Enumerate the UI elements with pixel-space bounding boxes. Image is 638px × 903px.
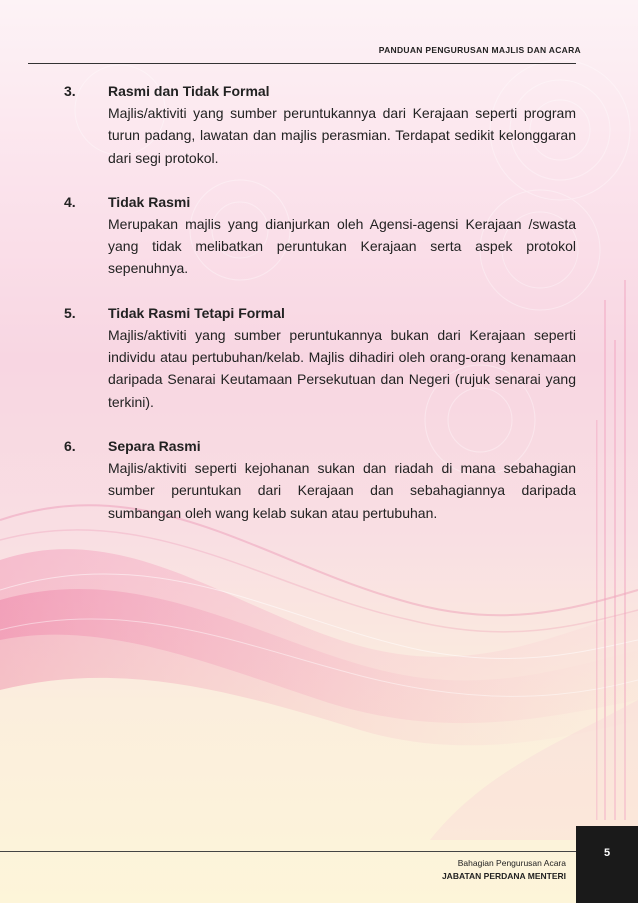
section-heading: Tidak Rasmi Tetapi Formal: [108, 304, 285, 321]
section-number: 6.: [64, 437, 76, 454]
section-number: 4.: [64, 193, 76, 210]
section-3: [64, 80, 576, 169]
main-content: [64, 80, 576, 546]
section-number: 5.: [64, 304, 76, 321]
section-4: [64, 191, 576, 280]
footer-department: Bahagian Pengurusan Acara: [457, 858, 566, 868]
section-heading: Rasmi dan Tidak Formal: [108, 83, 270, 99]
section-text: Majlis/aktiviti yang sumber peruntukannya bukan dari Kerajaan seperti individu atau pertubuhan/kelab. Majlis dihadiri oleh orang-orang kenamaan daripada Senarai Keutamaan Persekutuan dan Negeri (rujuk senarai yang terkini).: [108, 326, 576, 410]
section-text: Merupakan majlis yang dianjurkan oleh Agensi-agensi Kerajaan /swasta yang tidak melibatkan peruntukan Kerajaan serta aspek protokol sepenuhnya.: [108, 215, 576, 277]
section-5: [64, 302, 576, 413]
section-heading: Separa Rasmi: [108, 437, 201, 454]
section-number: 3.: [64, 83, 76, 99]
page-number: 5: [603, 847, 611, 859]
section-text: Majlis/aktiviti seperti kejohanan sukan dan riadah di mana sebahagian sumber peruntukan dari Kerajaan dan sebahagiannya daripada sumbangan oleh wang kelab sukan atau pertubuhan.: [108, 459, 576, 521]
page-number-box: [576, 826, 638, 903]
running-header: PANDUAN PENGURUSAN MAJLIS DAN ACARA: [378, 45, 581, 55]
section-6: [64, 435, 576, 524]
footer-agency: JABATAN PERDANA MENTERI: [441, 871, 566, 881]
section-heading: Tidak Rasmi: [108, 193, 191, 210]
footer-text: [442, 857, 566, 883]
footer-rule: [0, 851, 576, 852]
section-text: Majlis/aktiviti yang sumber peruntukannya dari Kerajaan seperti program turun padang, lawatan dan majlis perasmian. Terdapat sedikit kelonggaran dari segi protokol.: [108, 105, 576, 166]
header-rule: [28, 63, 576, 64]
